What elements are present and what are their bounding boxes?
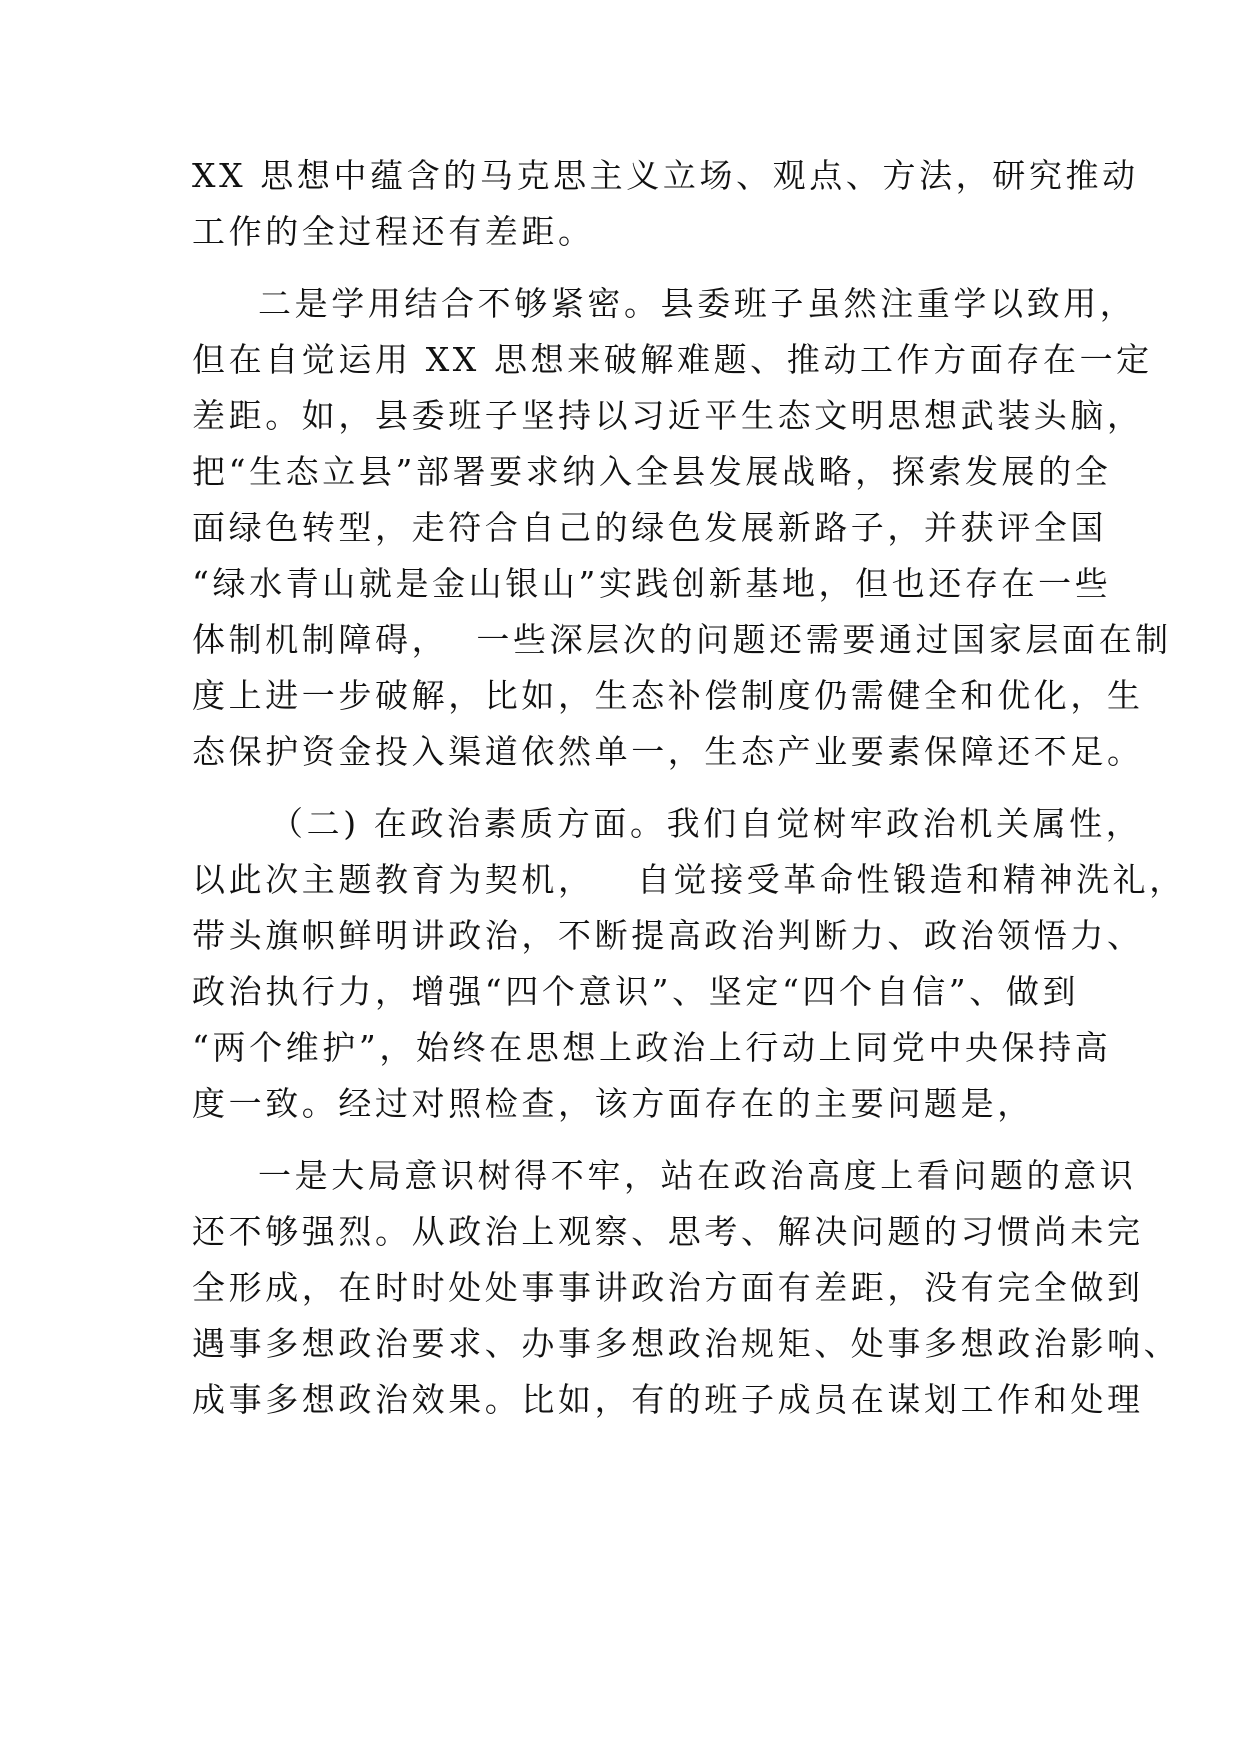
text-line: 面绿色转型，走符合自己的绿色发展新路子，并获评全国	[192, 508, 1107, 547]
text-line: 二是学用结合不够紧密。县委班子虽然注重学以致用，	[258, 284, 1137, 323]
text-line: 全形成，在时时处处事事讲政治方面有差距，没有完全做到	[192, 1268, 1144, 1307]
text-line: 度一致。经过对照检查，该方面存在的主要问题是，	[192, 1084, 1034, 1123]
text-line: “两个维护”，始终在思想上政治上行动上同党中央保持高	[192, 1028, 1112, 1067]
text-line: 一是大局意识树得不牢，站在政治高度上看问题的意识	[258, 1156, 1137, 1195]
paragraph-1	[192, 148, 1139, 260]
text-line: 体制机制障碍， 一些深层次的问题还需要通过国家层面在制	[192, 620, 1172, 659]
text-line: 态保护资金投入渠道依然单一，生态产业要素保障还不足。	[192, 732, 1144, 771]
text-line: （二) 在政治素质方面。我们自觉树牢政治机关属性，	[270, 804, 1143, 843]
text-line: 还不够强烈。从政治上观察、思考、解决问题的习惯尚未完	[192, 1212, 1144, 1251]
text-line: 带头旗帜鲜明讲政治，不断提高政治判断力、政治领悟力、	[192, 916, 1144, 955]
text-line: 但在自觉运用 XX 思想来破解难题、推动工作方面存在一定	[192, 340, 1153, 379]
paragraph-2	[192, 276, 1172, 780]
text-line: 成事多想政治效果。比如，有的班子成员在谋划工作和处理	[192, 1380, 1144, 1419]
text-line: 度上进一步破解，比如，生态补偿制度仍需健全和优化，生	[192, 676, 1144, 715]
text-line: “绿水青山就是金山银山”实践创新基地，但也还存在一些	[192, 564, 1112, 603]
document-body	[192, 148, 1186, 1444]
text-line: 把“生态立县”部署要求纳入全县发展战略，探索发展的全	[192, 452, 1112, 491]
text-line: 工作的全过程还有差距。	[192, 212, 595, 251]
text-line: 政治执行力，增强“四个意识”、坚定“四个自信”、做到	[192, 972, 1080, 1011]
text-line: 差距。如，县委班子坚持以习近平生态文明思想武装头脑，	[192, 396, 1144, 435]
text-line: 以此次主题教育为契机， 自觉接受革命性锻造和精神洗礼，	[192, 860, 1186, 899]
text-line: XX 思想中蕴含的马克思主义立场、观点、方法，研究推动	[192, 156, 1139, 195]
text-line: 遇事多想政治要求、办事多想政治规矩、处事多想政治影响、	[192, 1324, 1181, 1363]
paragraph-4	[192, 1148, 1181, 1428]
paragraph-3	[192, 796, 1186, 1132]
